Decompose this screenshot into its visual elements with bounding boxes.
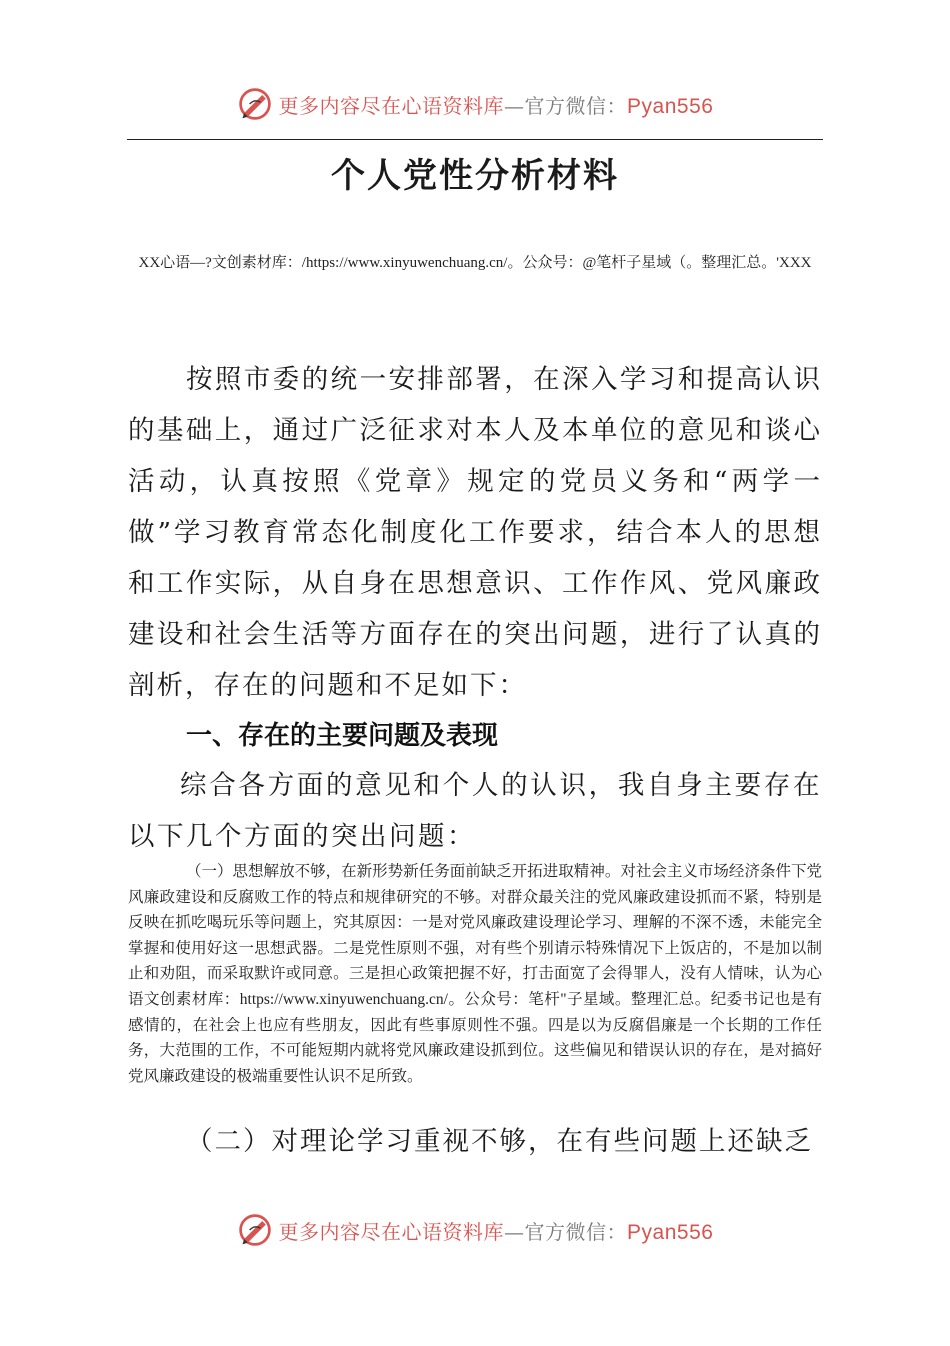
item-one-paragraph: （一）思想解放不够，在新形势新任务面前缺乏开拓进取精神。对社会主义市场经济条件下党风廉政建设和反腐败工作的特点和规律研究的不够。对群众最关注的党风廉政建设抓而不紧，特别是反映在抓吃喝玩乐等问题上，究其原因：一是对党风廉政建设理论学习、理解的不深不透，未能完全掌握和使用好这一思想武器。二是党性原则不强，对有些个别请示特殊情况下上饭店的，不是加以制止和劝阻，而采取默许或同意。三是担心政策把握不好，打击面宽了会得罪人，没有人情味，认为心语文创素材库：https://www.xinyuwenchuang.cn/。公众号：笔杆"子星域。整理汇总。纪委书记也是有感情的，在社会上也应有些朋友，因此有些事原则性不强。四是以为反腐倡廉是一个长期的工作任务，大范围的工作，不可能短期内就将党风廉政建设抓到位。这些偏见和错误认识的存在，是对搞好党风廉政建设的极端重要性认识不足所致。: [128, 863, 822, 1085]
footer-banner: [0, 1208, 950, 1252]
pen-logo-icon: [237, 1212, 273, 1248]
pen-logo-icon: [237, 86, 273, 122]
header-rule: [127, 139, 823, 140]
section-intro-paragraph: 综合各方面的意见和个人的认识，我自身主要存在以下几个方面的突出问题：: [128, 770, 822, 852]
banner-text: 更多内容尽在心语资料库—官方微信：Pyan556: [278, 1219, 714, 1244]
item-two-paragraph: （二）对理论学习重视不够，在有些问题上还缺乏: [186, 1126, 813, 1157]
intro-paragraph: 按照市委的统一安排部署，在深入学习和提高认识的基础上，通过广泛征求对本人及本单位的意见和谈心活动，认真按照《党章》规定的党员义务和“两学一做”学习教育常态化制度化工作要求，结合本人的思想和工作实际，从自身在思想意识、工作作风、党风廉政建设和社会生活等方面存在的突出问题，进行了认真的剖析，存在的问题和不足如下：: [128, 364, 822, 701]
section-heading: 一、存在的主要问题及表现: [186, 721, 499, 751]
banner-text: 更多内容尽在心语资料库—官方微信：Pyan556: [278, 93, 714, 118]
header-banner: [0, 82, 950, 126]
page-title: 个人党性分析材料: [331, 156, 619, 196]
source-note: XX心语—?文创素材库：/https://www.xinyuwenchuang.cn/。公众号：@笔杆子星域（。整理汇总。'XXX: [138, 255, 812, 271]
